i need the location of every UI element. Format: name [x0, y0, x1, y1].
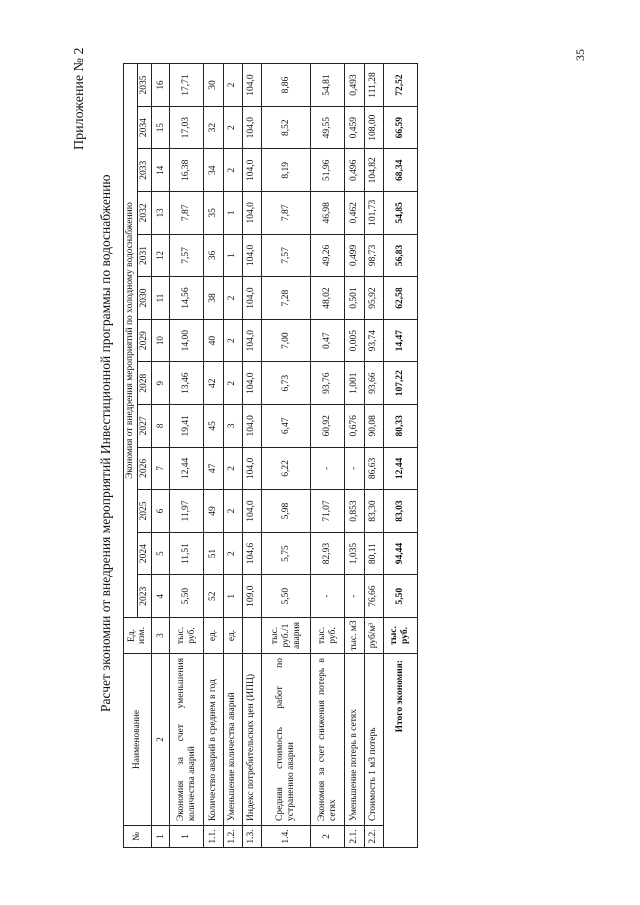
total-value: 54,85	[383, 192, 417, 235]
row-value: 36	[204, 234, 223, 277]
table-row	[364, 64, 383, 848]
header-name: Наименование	[124, 654, 152, 826]
row-value: 2	[223, 106, 242, 149]
column-number: 12	[151, 234, 169, 277]
row-value: 49,55	[311, 106, 345, 149]
header-num: №	[124, 826, 152, 848]
row-value: -	[311, 447, 345, 490]
row-value: 49,26	[311, 234, 345, 277]
row-value: 17,03	[170, 106, 204, 149]
row-value: 104,0	[242, 405, 261, 448]
table-row	[204, 64, 223, 848]
total-value: 12,44	[383, 447, 417, 490]
row-value: 104,0	[242, 106, 261, 149]
total-value: 107,22	[383, 362, 417, 405]
row-unit: ед.	[223, 618, 242, 654]
row-value: 8,52	[261, 106, 310, 149]
row-num: 1.1.	[204, 826, 223, 848]
row-value: 7,57	[261, 234, 310, 277]
row-value: 5,50	[261, 575, 310, 618]
row-value: 2	[223, 532, 242, 575]
row-value: 12,44	[170, 447, 204, 490]
total-value: 66,59	[383, 106, 417, 149]
row-value: 2	[223, 447, 242, 490]
row-value: 86,63	[364, 447, 383, 490]
row-name: Уменьшение количества аварий	[223, 654, 242, 826]
row-value: 5,98	[261, 490, 310, 533]
column-number: 5	[151, 532, 169, 575]
header-year: 2025	[137, 490, 151, 533]
row-value: 38	[204, 277, 223, 320]
column-number: 2	[151, 654, 169, 826]
column-number: 9	[151, 362, 169, 405]
table-row	[242, 64, 261, 848]
row-value: 0,501	[345, 277, 364, 320]
row-value: 17,71	[170, 64, 204, 107]
row-value: 52	[204, 575, 223, 618]
header-year: 2028	[137, 362, 151, 405]
total-label: Итого экономия:	[383, 654, 417, 848]
column-number: 10	[151, 319, 169, 362]
row-value: 3	[223, 405, 242, 448]
row-value: -	[345, 575, 364, 618]
row-value: 104,0	[242, 362, 261, 405]
savings-table-wrapper	[123, 64, 418, 848]
row-value: 7,00	[261, 319, 310, 362]
row-unit: ед.	[204, 618, 223, 654]
row-value: 0,853	[345, 490, 364, 533]
row-value: 93,76	[311, 362, 345, 405]
column-number: 11	[151, 277, 169, 320]
table-row	[170, 64, 204, 848]
row-value: 95,92	[364, 277, 383, 320]
row-num: 2	[311, 826, 345, 848]
row-value: 51	[204, 532, 223, 575]
row-value: 49	[204, 490, 223, 533]
row-value: 90,08	[364, 405, 383, 448]
row-num: 1.2.	[223, 826, 242, 848]
row-value: 48,02	[311, 277, 345, 320]
savings-table	[123, 63, 418, 848]
header-year: 2033	[137, 149, 151, 192]
row-value: 6,47	[261, 405, 310, 448]
row-value: 7,87	[170, 192, 204, 235]
header-year: 2032	[137, 192, 151, 235]
row-name: Экономия за счет уменьшения количества аварий	[170, 654, 204, 826]
row-value: 7,57	[170, 234, 204, 277]
table-row	[223, 64, 242, 848]
header-row-1	[124, 64, 138, 848]
table-row	[345, 64, 364, 848]
header-year: 2035	[137, 64, 151, 107]
row-value: 42	[204, 362, 223, 405]
row-value: 19,41	[170, 405, 204, 448]
row-name: Стоимость 1 м3 потерь	[364, 654, 383, 826]
header-group: Экономия от внедрения мероприятий по холодному водоснабжению	[124, 64, 138, 618]
row-unit: тыс. руб.	[170, 618, 204, 654]
header-year: 2034	[137, 106, 151, 149]
row-unit: тыс. руб./1 авария	[261, 618, 310, 654]
row-value: -	[345, 447, 364, 490]
row-value: 104,0	[242, 192, 261, 235]
row-name: Индекс потребительских цен (ИПЦ)	[242, 654, 261, 826]
row-value: 108,00	[364, 106, 383, 149]
total-value: 56,83	[383, 234, 417, 277]
row-value: 35	[204, 192, 223, 235]
column-number: 6	[151, 490, 169, 533]
row-value: 11,51	[170, 532, 204, 575]
row-value: 0,676	[345, 405, 364, 448]
row-value: 2	[223, 490, 242, 533]
row-value: 104,0	[242, 277, 261, 320]
row-value: 0,499	[345, 234, 364, 277]
row-value: 6,73	[261, 362, 310, 405]
table-body	[151, 64, 417, 848]
header-year: 2024	[137, 532, 151, 575]
row-value: 7,28	[261, 277, 310, 320]
row-value: 46,98	[311, 192, 345, 235]
total-value: 72,52	[383, 64, 417, 107]
row-value: 82,93	[311, 532, 345, 575]
appendix-label: Приложение № 2	[72, 47, 87, 150]
row-value: 104,0	[242, 319, 261, 362]
row-num: 1.3.	[242, 826, 261, 848]
row-value: 104,82	[364, 149, 383, 192]
row-value: 8,86	[261, 64, 310, 107]
row-value: 0,459	[345, 106, 364, 149]
row-value: 104,0	[242, 149, 261, 192]
row-value: 51,96	[311, 149, 345, 192]
column-number: 4	[151, 575, 169, 618]
row-value: 2	[223, 362, 242, 405]
total-row	[383, 64, 417, 848]
row-value: 2	[223, 64, 242, 107]
row-value: -	[311, 575, 345, 618]
row-value: 104,0	[242, 447, 261, 490]
document-title: Расчет экономии от внедрения мероприятий Инвестиционной программы по водоснабжению	[98, 174, 113, 712]
row-value: 54,81	[311, 64, 345, 107]
row-value: 1,035	[345, 532, 364, 575]
column-number: 3	[151, 618, 169, 654]
row-value: 16,38	[170, 149, 204, 192]
total-value: 80,33	[383, 405, 417, 448]
row-value: 80,11	[364, 532, 383, 575]
row-value: 93,74	[364, 319, 383, 362]
row-value: 6,22	[261, 447, 310, 490]
header-year: 2023	[137, 575, 151, 618]
row-unit: руб/м³	[364, 618, 383, 654]
row-name: Уменьшение потерь в сетях	[345, 654, 364, 826]
column-number: 15	[151, 106, 169, 149]
row-value: 32	[204, 106, 223, 149]
row-value: 98,73	[364, 234, 383, 277]
header-unit: Ед. изм.	[124, 618, 152, 654]
total-value: 62,58	[383, 277, 417, 320]
table-row	[261, 64, 310, 848]
row-value: 104,0	[242, 234, 261, 277]
total-value: 83,03	[383, 490, 417, 533]
total-value: 94,44	[383, 532, 417, 575]
row-value: 2	[223, 319, 242, 362]
row-name: Экономия за счет снижения потерь в сетях	[311, 654, 345, 826]
row-value: 1	[223, 192, 242, 235]
row-value: 1	[223, 575, 242, 618]
row-value: 14,56	[170, 277, 204, 320]
header-year: 2027	[137, 405, 151, 448]
row-name: Количество аварий в среднем в год	[204, 654, 223, 826]
row-value: 13,46	[170, 362, 204, 405]
header-year: 2030	[137, 277, 151, 320]
row-value: 104,0	[242, 64, 261, 107]
table-row	[311, 64, 345, 848]
row-value: 5,75	[261, 532, 310, 575]
total-value: 5,50	[383, 575, 417, 618]
total-unit: тыс. руб.	[383, 618, 417, 654]
row-value: 83,30	[364, 490, 383, 533]
row-value: 5,50	[170, 575, 204, 618]
row-unit: тыс. руб.	[311, 618, 345, 654]
page-number: 35	[573, 49, 587, 61]
column-number: 16	[151, 64, 169, 107]
column-number: 1	[151, 826, 169, 848]
column-number: 13	[151, 192, 169, 235]
row-value: 71,07	[311, 490, 345, 533]
row-value: 2	[223, 277, 242, 320]
row-value: 2	[223, 149, 242, 192]
row-value: 47	[204, 447, 223, 490]
header-year: 2026	[137, 447, 151, 490]
row-unit: тыс. м3	[345, 618, 364, 654]
row-value: 93,66	[364, 362, 383, 405]
row-value: 7,87	[261, 192, 310, 235]
row-value: 45	[204, 405, 223, 448]
row-num: 2.1.	[345, 826, 364, 848]
row-value: 1	[223, 234, 242, 277]
row-value: 14,00	[170, 319, 204, 362]
row-value: 109,0	[242, 575, 261, 618]
row-unit	[242, 618, 261, 654]
column-number: 14	[151, 149, 169, 192]
row-num: 1	[170, 826, 204, 848]
row-value: 111,28	[364, 64, 383, 107]
header-year: 2031	[137, 234, 151, 277]
row-num: 2.2.	[364, 826, 383, 848]
row-value: 34	[204, 149, 223, 192]
row-value: 0,005	[345, 319, 364, 362]
column-numbers-row	[151, 64, 169, 848]
row-value: 0,462	[345, 192, 364, 235]
column-number: 8	[151, 405, 169, 448]
row-value: 0,493	[345, 64, 364, 107]
row-value: 104,6	[242, 532, 261, 575]
column-number: 7	[151, 447, 169, 490]
row-name: Средняя стоимость работ по устранению аварии	[261, 654, 310, 826]
row-value: 0,496	[345, 149, 364, 192]
total-value: 68,34	[383, 149, 417, 192]
row-value: 1,001	[345, 362, 364, 405]
row-value: 40	[204, 319, 223, 362]
row-value: 60,92	[311, 405, 345, 448]
row-value: 101,73	[364, 192, 383, 235]
row-value: 30	[204, 64, 223, 107]
row-value: 0,47	[311, 319, 345, 362]
row-value: 76,66	[364, 575, 383, 618]
row-num: 1.4.	[261, 826, 310, 848]
header-year: 2029	[137, 319, 151, 362]
row-value: 11,97	[170, 490, 204, 533]
total-value: 14,47	[383, 319, 417, 362]
row-value: 104,0	[242, 490, 261, 533]
row-value: 8,19	[261, 149, 310, 192]
